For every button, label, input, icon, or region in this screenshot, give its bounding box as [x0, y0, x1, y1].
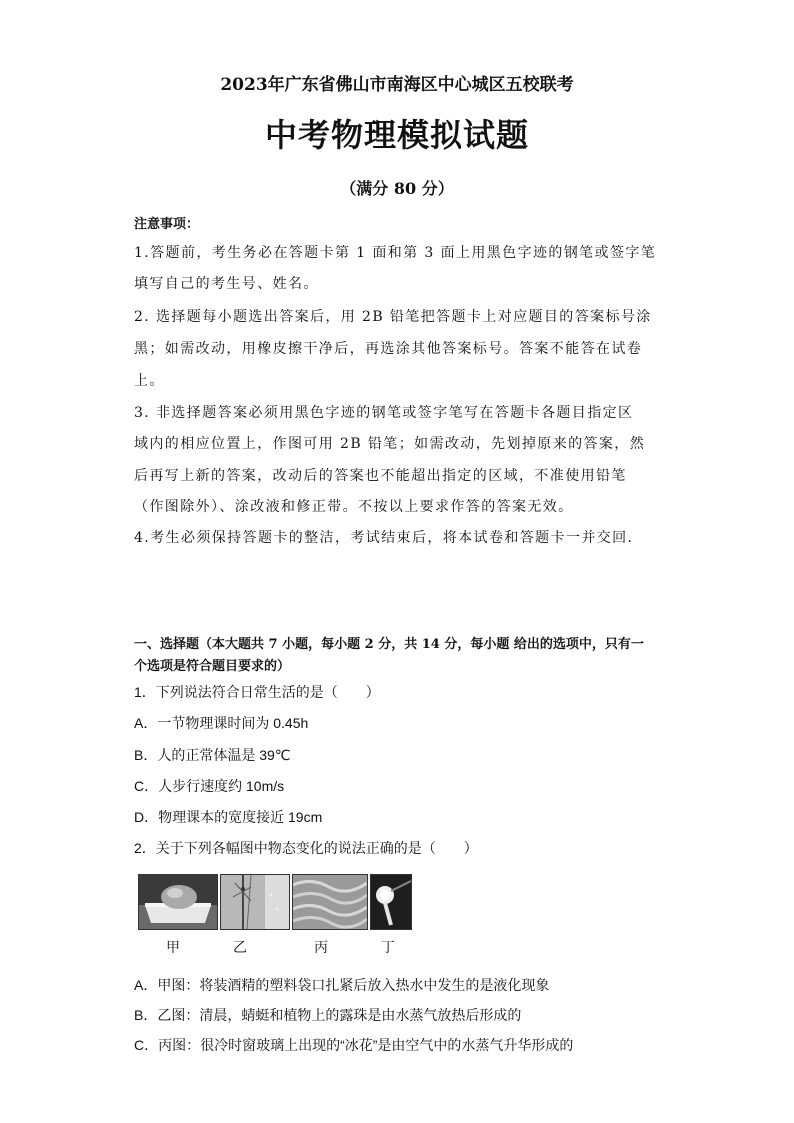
notice-line: 黑；如需改动，用橡皮擦干净后，再选涂其他答案标号。答案不能答在试卷 — [134, 341, 643, 357]
figure-yi-dragonfly-dew — [220, 874, 290, 930]
full-score: （满分 80 分） — [340, 179, 454, 198]
notice-line: 1.答题前，考生务必在答题卡第 1 面和第 3 面上用黑色字迹的钢笔或签字笔 — [134, 245, 657, 261]
question-1-option-b: B．人的正常体温是 39℃ — [134, 747, 291, 763]
figure-caption-bing: 丙 — [314, 939, 328, 955]
notice-line: 3. 非选择题答案必须用黑色字迹的钢笔或签字笔写在答题卡各题目指定区 — [134, 405, 634, 421]
figure-ding-molten-metal — [370, 874, 412, 930]
question-1-stem: 1．下列说法符合日常生活的是（ ） — [134, 684, 380, 700]
notice-line: 后再写上新的答案，改动后的答案也不能超出指定的区域，不准使用铅笔 — [134, 468, 627, 484]
exam-title: 中考物理模拟试题 — [264, 116, 529, 154]
notice-line: （作图除外）、涂改液和修正带。不按以上要求作答的答案无效。 — [134, 499, 574, 515]
notice-line: 4.考生必须保持答题卡的整洁，考试结束后，将本试卷和答题卡一并交回. — [134, 530, 634, 546]
question-2-stem: 2．关于下列各幅图中物态变化的说法正确的是（ ） — [134, 840, 478, 856]
question-2-option-c: C．丙图：很冷时窗玻璃上出现的“冰花”是由空气中的水蒸气升华形成的 — [134, 1037, 574, 1053]
figure-caption-jia: 甲 — [166, 939, 180, 955]
figure-bing-window-frost — [292, 874, 368, 930]
section-heading-continued: 个选项是符合题目要求的） — [134, 659, 291, 674]
section-heading: 一、选择题（本大题共 7 小题，每小题 2 分，共 14 分，每小题 给出的选项中，只有一 — [134, 637, 644, 652]
question-1-option-d: D．物理课本的宽度接近 19cm — [134, 809, 323, 825]
question-2-option-b: B．乙图：清晨，蜻蜓和植物上的露珠是由水蒸气放热后形成的 — [134, 1007, 522, 1023]
question-1-option-c: C．人步行速度约 10m/s — [134, 778, 285, 794]
figure-jia-alcohol-bag — [138, 874, 218, 930]
question-2-option-a: A．甲图：将装酒精的塑料袋口扎紧后放入热水中发生的是液化现象 — [134, 977, 550, 993]
exam-subtitle: 2023年广东省佛山市南海区中心城区五校联考 — [220, 75, 574, 95]
question-1-option-a: A．一节物理课时间为 0.45h — [134, 715, 309, 731]
notice-line: 填写自己的考生号、姓名。 — [134, 276, 319, 292]
figure-caption-yi: 乙 — [233, 939, 247, 955]
notice-heading: 注意事项： — [134, 217, 200, 232]
notice-line: 2. 选择题每小题选出答案后，用 2B 铅笔把答题卡上对应题目的答案标号涂 — [134, 309, 652, 325]
notice-line: 域内的相应位置上，作图可用 2B 铅笔；如需改动，先划掉原来的答案，然 — [134, 436, 646, 452]
notice-line: 上。 — [134, 373, 165, 389]
figure-caption-ding: 丁 — [381, 939, 395, 955]
